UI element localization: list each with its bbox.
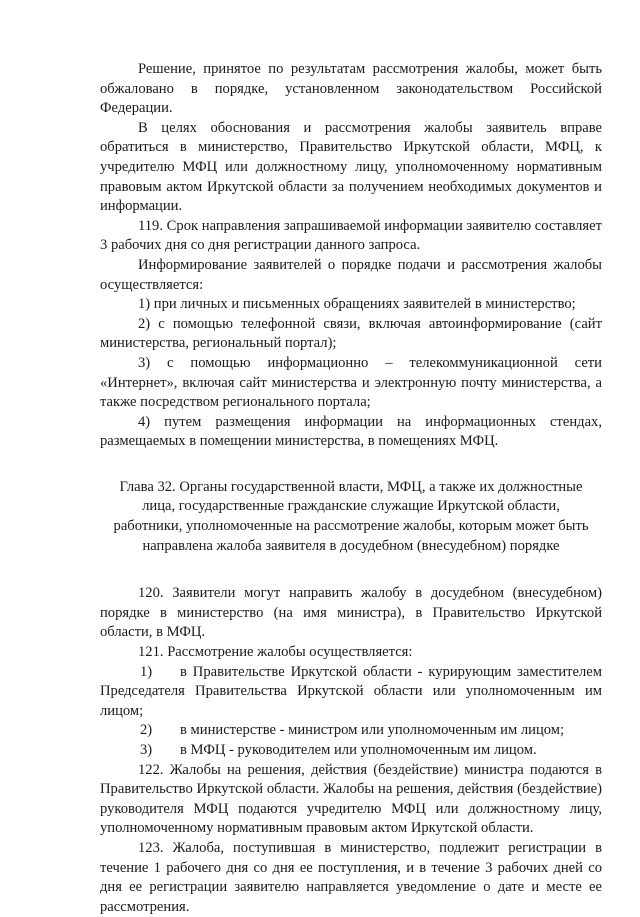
list-item-3: 3) с помощью информационно – телекоммуникационной сети «Интернет», включая сайт министерства и электронную почту министерства, а также посредством регионального портала;: [100, 354, 602, 411]
paragraph-119: 119. Срок направления запрашиваемой информации заявителю составляет 3 рабочих дня со дня регистрации данного запроса.: [100, 217, 602, 254]
review-item-number: 3): [140, 742, 153, 758]
review-item-text: в Правительстве Иркутской области - курирующим заместителем Председателя Правительства Иркутской области или уполномоченным им лицом;: [100, 663, 602, 719]
paragraph-122: 122. Жалобы на решения, действия (бездействие) министра подаются в Правительство Иркутской области. Жалобы на решения, действия (бездействие) руководителя МФЦ подаются учредителю МФЦ или должностному лицу, уполномоченному нормативным правовым актом Иркутской области.: [100, 761, 602, 837]
review-item-3: [100, 741, 602, 761]
review-item-number: 2): [140, 722, 153, 739]
review-item-1: [100, 663, 602, 722]
review-item-2: [100, 721, 602, 741]
list-item-2: 2) с помощью телефонной связи, включая автоинформирование (сайт министерства, региональный портал);: [100, 315, 602, 352]
review-item-text: в министерстве - министром или уполномоченным им лицом;: [180, 722, 565, 739]
chapter-heading: Глава 32. Органы государственной власти, МФЦ, а также их должностные лица, государственные гражданские служащие Иркутской области, работники, уполномоченные на рассмотрение жалобы, которым может быть направлена жалоба заявителя в досудебном (внесудебном) порядке: [113, 478, 589, 554]
list-item-1: 1) при личных и письменных обращениях заявителей в министерство;: [138, 296, 576, 313]
review-list: [100, 663, 602, 761]
paragraph-123: 123. Жалоба, поступившая в министерство, подлежит регистрации в течение 1 рабочего дня со дня ее поступления, и в течение 3 рабочих дней со дня ее регистрации заявителю направляется уведомление о дате и месте ее рассмотрения.: [100, 839, 602, 915]
paragraph-120: 120. Заявители могут направить жалобу в досудебном (внесудебном) порядке в министерство (на имя министра), в Правительство Иркутской области, в МФЦ.: [100, 585, 602, 641]
review-item-number: 1): [140, 663, 153, 680]
document-page: [100, 60, 602, 917]
paragraph-informing: Информирование заявителей о порядке подачи и рассмотрения жалобы осуществляется:: [100, 256, 602, 293]
paragraph-121: 121. Рассмотрение жалобы осуществляется:: [138, 644, 413, 661]
review-item-text: в МФЦ - руководителем или уполномоченным им лицом.: [180, 742, 537, 758]
paragraph-justification: В целях обоснования и рассмотрения жалобы заявитель вправе обратиться в министерство, Правительство Иркутской области, МФЦ, к учредителю МФЦ или должностному лицу, уполномоченному нормативным правовым актом Иркутской области за получением необходимых документов и информации.: [100, 119, 602, 215]
paragraph-appeal-decision: Решение, принятое по результатам рассмотрения жалобы, может быть обжаловано в порядке, установленном законодательством Российской Федерации.: [100, 61, 602, 117]
list-item-4: 4) путем размещения информации на информационных стендах, размещаемых в помещении министерства, в помещениях МФЦ.: [100, 413, 602, 450]
